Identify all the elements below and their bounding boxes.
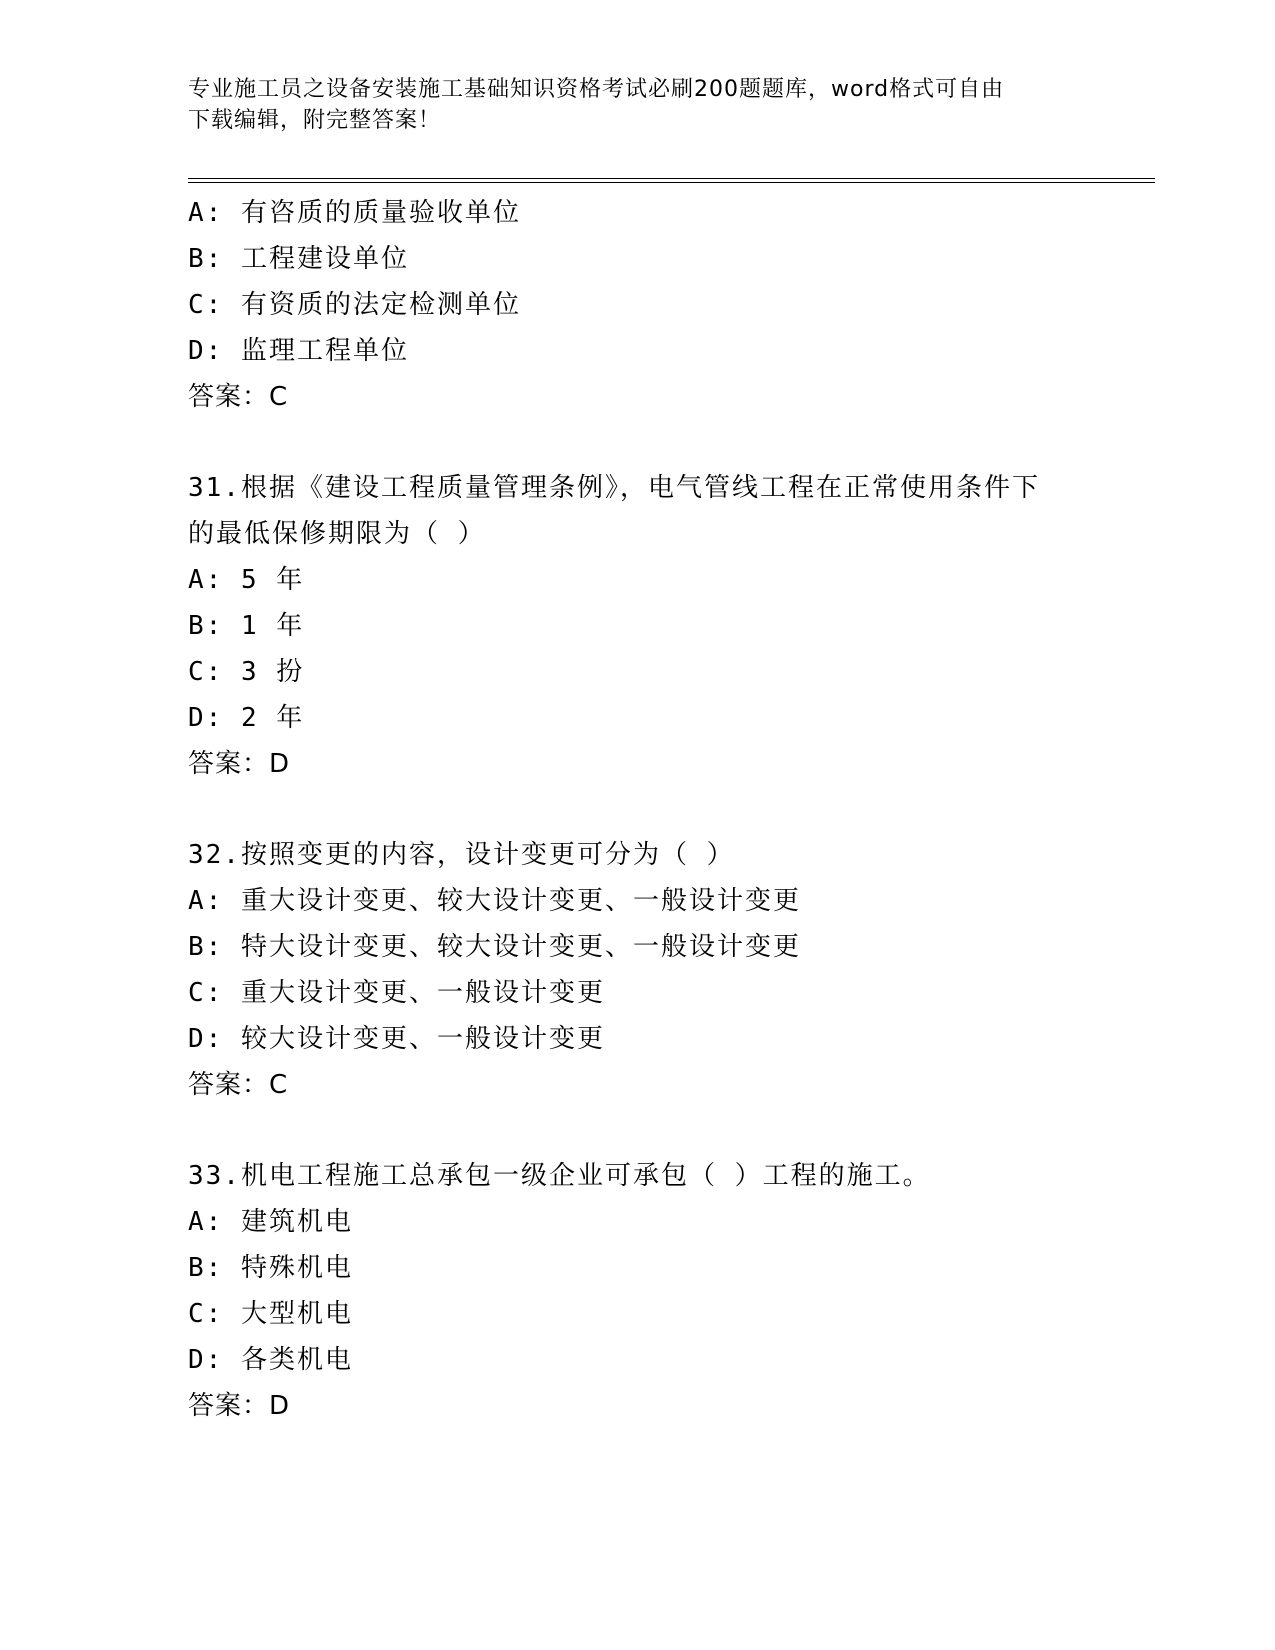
question-30-block (188, 190, 1128, 420)
header-title-line-2: 下载编辑，附完整答案！ (188, 108, 442, 133)
question-31-text-line-1: 31.根据《建设工程质量管理条例》，电气管线工程在正常使用条件下 (188, 473, 1040, 503)
question-31-text-line-2: 的最低保修期限为（ ） (188, 519, 486, 549)
question-32-block (188, 832, 1128, 1108)
option-b: B: 1 年 (188, 611, 305, 641)
option-c: C: 3 扮 (188, 657, 305, 687)
spacer (188, 420, 1128, 465)
answer-line: 答案：C (188, 382, 289, 412)
question-31-block (188, 465, 1128, 787)
option-c: C: 有资质的法定检测单位 (188, 290, 521, 320)
question-32-text: 32.按照变更的内容，设计变更可分为（ ） (188, 840, 735, 870)
spacer (188, 1108, 1128, 1153)
option-d: D: 监理工程单位 (188, 336, 409, 366)
option-a: A: 重大设计变更、较大设计变更、一般设计变更 (188, 886, 801, 916)
header-rule-bottom (188, 182, 1155, 183)
option-b: B: 工程建设单位 (188, 244, 409, 274)
answer-line: 答案：C (188, 1070, 289, 1100)
document-header (188, 74, 1088, 136)
spacer (188, 787, 1128, 832)
option-c: C: 大型机电 (188, 1299, 353, 1329)
option-a: A: 建筑机电 (188, 1207, 353, 1237)
option-d: D: 较大设计变更、一般设计变更 (188, 1024, 605, 1054)
option-a: A: 有咨质的质量验收单位 (188, 198, 521, 228)
option-d: D: 各类机电 (188, 1345, 353, 1375)
header-title-line-1: 专业施工员之设备安装施工基础知识资格考试必刷200题题库，word格式可自由 (188, 77, 1005, 102)
question-33-text: 33.机电工程施工总承包一级企业可承包（ ）工程的施工。 (188, 1161, 931, 1191)
option-c: C: 重大设计变更、一般设计变更 (188, 978, 605, 1008)
option-b: B: 特大设计变更、较大设计变更、一般设计变更 (188, 932, 801, 962)
option-b: B: 特殊机电 (188, 1253, 353, 1283)
option-a: A: 5 年 (188, 565, 305, 595)
header-rule-top (188, 178, 1155, 179)
answer-line: 答案：D (188, 1391, 291, 1421)
answer-line: 答案：D (188, 749, 291, 779)
question-list (188, 190, 1128, 1429)
question-33-block (188, 1153, 1128, 1429)
option-d: D: 2 年 (188, 703, 305, 733)
